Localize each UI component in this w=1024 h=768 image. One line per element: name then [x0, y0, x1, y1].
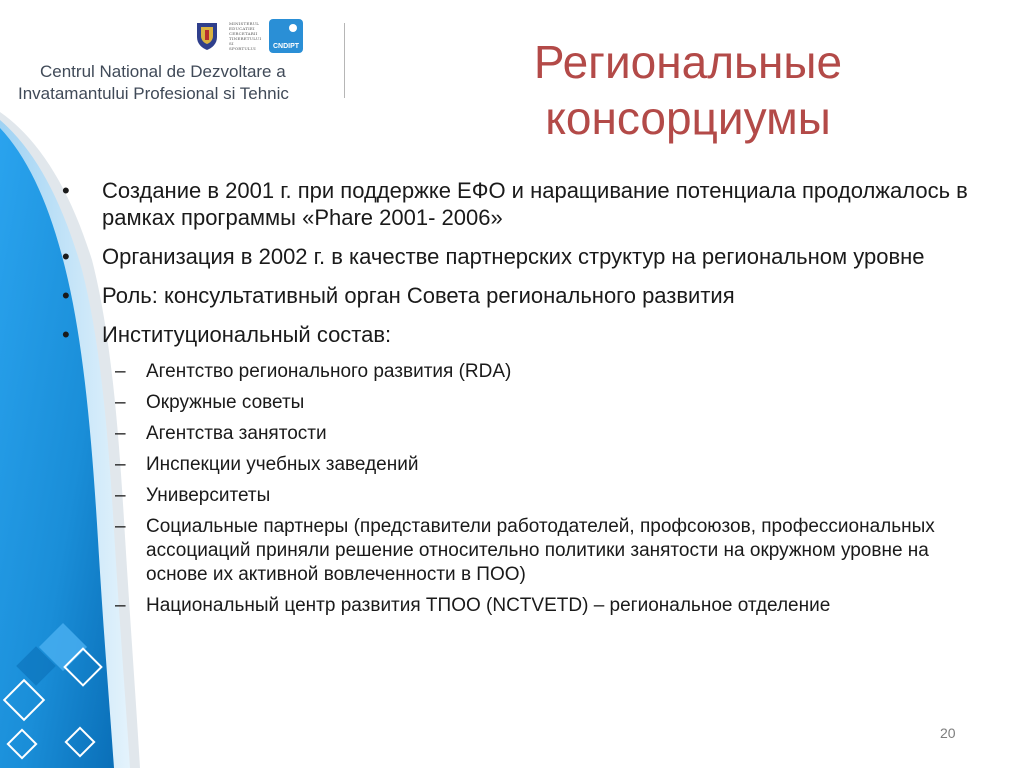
cndipt-logo-text: CNDIPT	[272, 43, 300, 50]
bullet-item	[62, 177, 992, 231]
bullet-mark: •	[62, 283, 70, 308]
sub-text: Национальный центр развития ТПОО (NCTVETD) – региональное отделение	[146, 595, 831, 616]
cndipt-logo-icon	[269, 19, 303, 53]
sub-mark: –	[115, 392, 126, 413]
sub-text: Социальные партнеры (представители работодателей, профсоюзов, профессиональных ассоциаций приняли решение относительно политики занятости на окружном уровне на основе их активной вовлеченности в ПОО)	[146, 516, 935, 585]
sub-item	[62, 484, 992, 508]
sub-item	[62, 594, 992, 618]
bullet-item	[62, 243, 992, 270]
sub-mark: –	[115, 423, 126, 444]
bullet-text: Роль: консультативный орган Совета регионального развития	[102, 283, 735, 308]
title-line-2: консорциумы	[545, 92, 831, 144]
bullet-text: Организация в 2002 г. в качестве партнерских структур на региональном уровне	[102, 244, 925, 269]
sub-list	[62, 360, 992, 618]
sub-mark: –	[115, 595, 126, 616]
slide-title	[438, 34, 938, 146]
page-number: 20	[940, 725, 956, 741]
logo-block	[195, 18, 303, 54]
sub-text: Окружные советы	[146, 392, 305, 413]
bullet-item	[62, 282, 992, 309]
sub-item	[62, 453, 992, 477]
sub-mark: –	[115, 516, 126, 537]
sub-item	[62, 422, 992, 446]
sub-item	[62, 360, 992, 384]
bullet-mark: •	[62, 244, 70, 269]
bullet-item	[62, 321, 992, 348]
bullet-text: Создание в 2001 г. при поддержке ЕФО и наращивание потенциала продолжалось в рамках программы «Phare 2001- 2006»	[102, 178, 968, 230]
sub-mark: –	[115, 361, 126, 382]
title-line-1: Региональные	[533, 36, 843, 88]
org-name-line-1: Centrul National de Dezvoltare a	[40, 62, 286, 81]
sub-mark: –	[115, 485, 126, 506]
ministry-crest-icon	[195, 21, 219, 51]
sub-text: Инспекции учебных заведений	[146, 454, 419, 475]
ministry-logo-text: MINISTERUL EDUCATIEI CERCETARII TINERETULUI SI SPORTULUI	[229, 21, 262, 51]
sub-item	[62, 391, 992, 415]
bullet-text: Институциональный состав:	[102, 322, 392, 347]
bullet-mark: •	[62, 322, 70, 347]
content-list	[62, 177, 992, 625]
organization-name	[18, 61, 289, 105]
bullet-mark: •	[62, 178, 70, 203]
header-divider	[344, 23, 345, 98]
sub-mark: –	[115, 454, 126, 475]
sub-item	[62, 515, 992, 587]
sub-text: Агентство регионального развития (RDA)	[146, 361, 512, 382]
sub-text: Агентства занятости	[146, 423, 327, 444]
sub-text: Университеты	[146, 485, 271, 506]
org-name-line-2: Invatamantului Profesional si Tehnic	[18, 84, 289, 103]
